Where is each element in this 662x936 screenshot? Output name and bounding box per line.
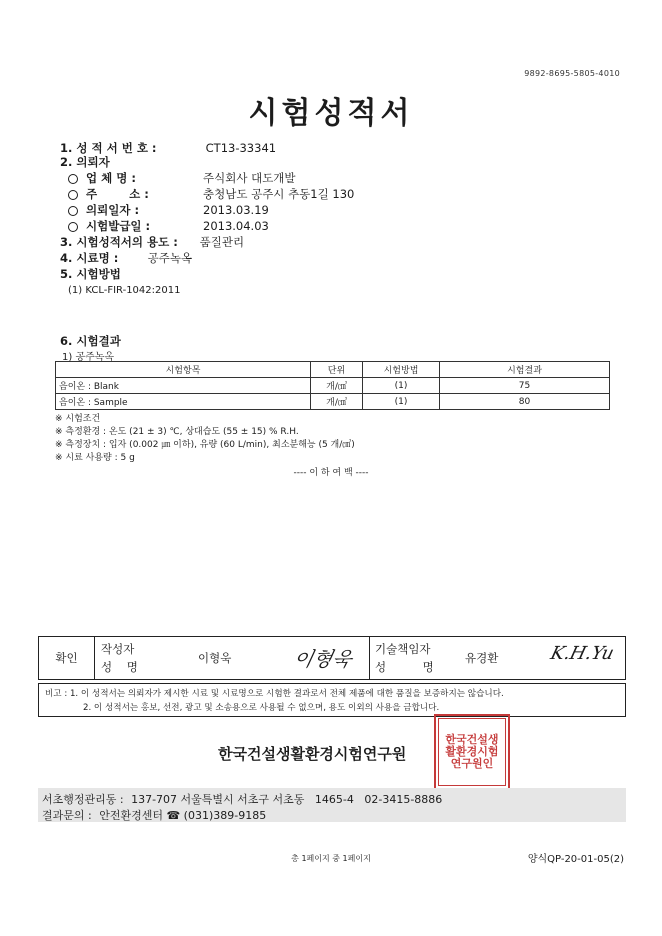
tech-manager-label: 기술책임자 xyxy=(375,642,431,656)
request-date-value: 2013.03.19 xyxy=(203,203,269,217)
header-unit: 단위 xyxy=(311,362,363,378)
footer-inquiry-label: 결과문의 : xyxy=(42,809,92,822)
company-label: 업 체 명 : xyxy=(86,171,136,185)
purpose-row xyxy=(60,234,244,250)
purpose-value: 품질관리 xyxy=(199,235,245,249)
header-item: 시험항목 xyxy=(56,362,311,378)
results-table xyxy=(55,361,610,410)
footer-inquiry-row xyxy=(42,807,266,823)
cell-result: 80 xyxy=(440,394,610,410)
cell-item: 음이온 : Blank xyxy=(56,378,311,394)
institute-name: 한국건설생활환경시험연구원 xyxy=(218,745,407,763)
page-info: 총 1페이지 중 1페이지 xyxy=(291,854,371,863)
writer-name: 이형욱 xyxy=(198,651,232,665)
results-subheading: 1) 공주녹옥 xyxy=(62,352,115,363)
table-row xyxy=(56,394,610,410)
confirm-label: 확인 xyxy=(55,651,78,665)
official-seal xyxy=(434,714,510,790)
note-device: ※ 측정장치 : 입자 (0.002 ㎛ 이하), 유량 (60 L/min), 최소분해능 (5 개/㎤) xyxy=(55,440,355,450)
cell-unit: 개/㎤ xyxy=(311,378,363,394)
end-mark: ---- 이 하 여 백 ---- xyxy=(293,468,369,478)
circle-bullet-icon xyxy=(68,206,78,216)
cell-method: (1) xyxy=(363,394,440,410)
address-label: 주 소 : xyxy=(86,187,149,201)
requester-row-request-date xyxy=(68,202,269,218)
cell-method: (1) xyxy=(363,378,440,394)
address-value: 충청남도 공주시 추동1길 130 xyxy=(203,187,355,201)
footer-inquiry-value: 안전환경센터 ☎ (031)389-9185 xyxy=(99,809,267,822)
cell-result: 75 xyxy=(440,378,610,394)
remarks-box xyxy=(38,683,626,717)
results-heading: 6. 시험결과 xyxy=(60,334,121,348)
circle-bullet-icon xyxy=(68,222,78,232)
requester-heading: 2. 의뢰자 xyxy=(60,155,110,169)
seal-text: 한국건설생활환경시험연구원인 xyxy=(438,718,506,786)
cell-item: 음이온 : Sample xyxy=(56,394,311,410)
writer-label: 작성자 xyxy=(101,642,135,656)
cell-unit: 개/㎤ xyxy=(311,394,363,410)
sample-value: 공주녹옥 xyxy=(147,251,193,265)
remark-2: 2. 이 성적서는 홍보, 선전, 광고 및 소송용으로 사용될 수 없으며, 용도 이외의 사용을 금합니다. xyxy=(83,703,440,713)
tech-name: 유경환 xyxy=(465,651,499,665)
circle-bullet-icon xyxy=(68,190,78,200)
request-date-label: 의뢰일자 : xyxy=(86,203,140,217)
note-environment: ※ 측정환경 : 온도 (21 ± 3) ℃, 상대습도 (55 ± 15) % R.H. xyxy=(55,427,299,437)
method-item: (1) KCL-FIR-1042:2011 xyxy=(68,285,181,296)
footer-address-row xyxy=(42,791,442,807)
purpose-label: 3. 시험성적서의 용도 : xyxy=(60,235,178,249)
requester-row-address xyxy=(68,186,354,202)
writer-signature: 이형욱 xyxy=(291,647,355,671)
issue-date-label: 시험발급일 : xyxy=(86,219,151,233)
requester-row-company xyxy=(68,170,296,186)
writer-name-label: 성 명 xyxy=(101,660,138,674)
footer-address-label: 서초행정관리동 : xyxy=(42,793,124,806)
signature-box xyxy=(38,636,626,680)
footer-address-value: 137-707 서울특별시 서초구 서초동 1465-4 02-3415-8886 xyxy=(131,793,443,806)
remark-1: 비고 : 1. 이 성적서는 의뢰자가 제시한 시료 및 시료명으로 시험한 결과로서 전체 제품에 대한 품질을 보증하지는 않습니다. xyxy=(45,689,504,699)
table-header-row xyxy=(56,362,610,378)
table-row xyxy=(56,378,610,394)
issue-date-value: 2013.04.03 xyxy=(203,219,269,233)
note-sample-amount: ※ 시료 사용량 : 5 g xyxy=(55,453,135,463)
header-method: 시험방법 xyxy=(363,362,440,378)
tech-signature: K.H.Yu xyxy=(548,643,617,664)
document-number: 9892-8695-5805-4010 xyxy=(524,69,620,78)
circle-bullet-icon xyxy=(68,174,78,184)
tech-name-label: 성 명 xyxy=(375,660,434,674)
form-number: 양식QP-20-01-05(2) xyxy=(527,854,624,865)
requester-row-issue-date xyxy=(68,218,269,234)
sample-label: 4. 시료명 : xyxy=(60,251,119,265)
page-title: 시험성적서 xyxy=(248,96,414,131)
method-heading: 5. 시험방법 xyxy=(60,267,121,281)
report-number-value: CT13-33341 xyxy=(205,141,277,155)
header-result: 시험결과 xyxy=(440,362,610,378)
note-condition: ※ 시험조건 xyxy=(55,414,101,424)
sample-row xyxy=(60,250,192,266)
report-number-label: 1. 성 적 서 번 호 : xyxy=(60,141,157,155)
company-value: 주식회사 대도개발 xyxy=(203,171,296,185)
footer-contact xyxy=(38,788,626,822)
